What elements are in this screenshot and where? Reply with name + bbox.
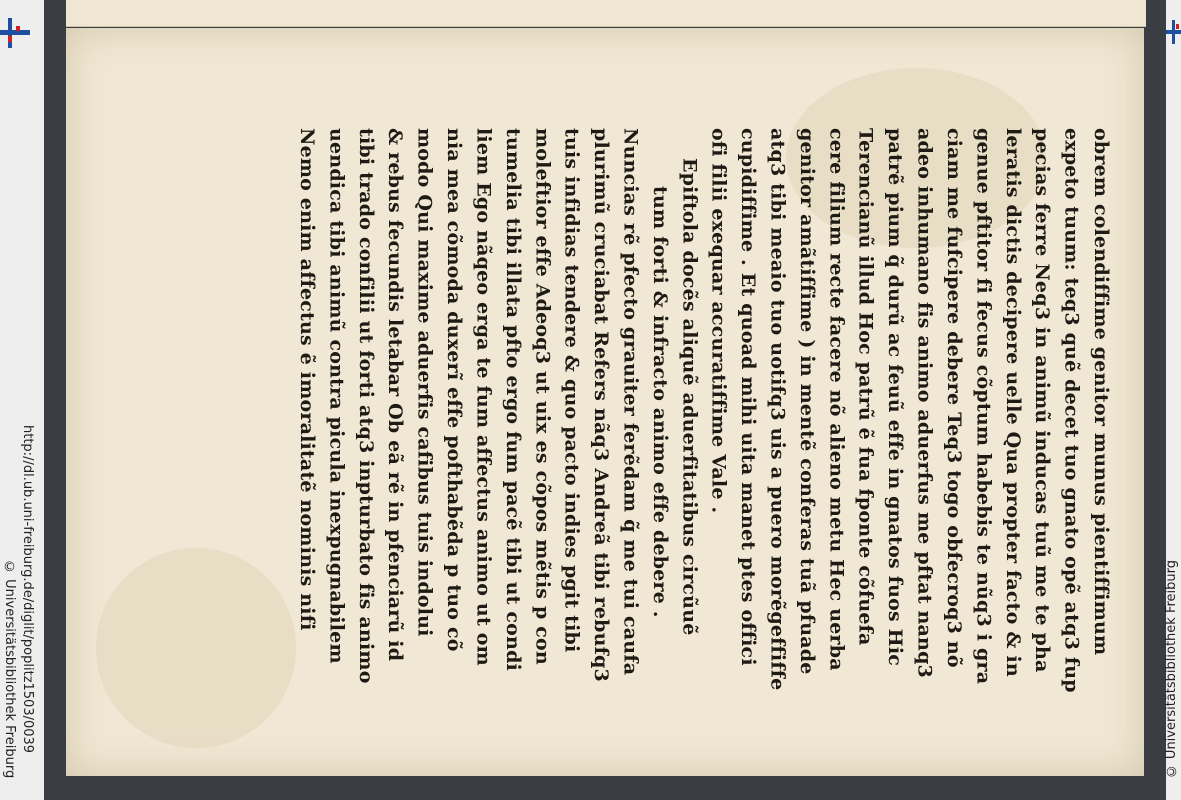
right-margin-strip <box>1166 0 1181 800</box>
text-line: nia mea cõmoda duxerĩ effe pofthabẽda p tuo cõ <box>443 128 466 652</box>
ub-logo-icon <box>1166 20 1181 44</box>
text-line: tuis infidias tendere & quo pacto indies pgit tibi <box>560 128 583 653</box>
epistle-heading: tum forti & infracto animo effe debere . <box>648 186 671 618</box>
text-line: atq3 tibi meaio tuo uotifq3 uis a puero morẽgeffiffe <box>766 128 789 691</box>
text-line: expeto tuum: teq3 quẽ decet tuo gnato opẽ atq3 fup <box>1060 128 1083 693</box>
text-line: uendica tibi animũ contra picula inexpugnabilem <box>325 128 348 664</box>
text-line: pecias ferre Neq3 in animũ inducas tuũ me te pha <box>1031 128 1054 673</box>
text-line: liem Ego nãqeo erga te fum affectus animo ut om <box>472 128 495 666</box>
text-line: obrem colendiffime genitor munus pientiffimum <box>1089 128 1112 656</box>
text-line: moleftior effe Adeoq3 ut uix es cõpos mẽtis p con <box>531 128 554 665</box>
ub-logo-icon <box>0 18 34 48</box>
text-line: ciam me fufcipere debere Teq3 togo obfecroq3 nõ <box>942 128 965 668</box>
text-line: Nemo enim affectus ẽ imoralitatẽ nominis nifi <box>296 128 318 631</box>
epistle-heading: Epiftola docẽs aliquẽ aduerfitatibus circũuẽ <box>678 158 701 636</box>
text-line: genue pftitor fi fecus cõptum habebis te nũq3 i gra <box>972 128 995 685</box>
page-url-label[interactable]: http://dl.ub.uni-freiburg.de/diglit/poplitz1503/0039 <box>20 425 35 754</box>
text-line: tibi trado confilii ut forti atq3 inpturbato fis animo <box>354 128 377 684</box>
text-line: patrẽ pium q̃ durũ ac feuũ effe in gnatos fuos Hic <box>884 128 907 667</box>
paper-stain <box>96 548 296 748</box>
text-line: & rebus fecundis letabar Ob eã rẽ in pfenciarũ id <box>384 128 407 662</box>
copyright-label-left: © Universitätsbibliothek Freiburg <box>2 560 17 779</box>
copyright-label-right: © Universitätsbibliothek Freiburg <box>1164 560 1179 779</box>
text-line: cupidiffime . Et quoad mihi uita manet ptes offici <box>737 128 760 666</box>
text-line: genitor amãtiffime ) in mentẽ conferas tuã pfuade <box>795 128 818 675</box>
text-line: modo Qui maxime aduerfis cafibus tuis indolui <box>413 128 436 637</box>
text-line: leratis dictis decipere uelle Qua propter facto & in <box>1001 128 1024 677</box>
text-line: plurimũ cruciabat Refers nãq3 Andreã tibi rebufq3 <box>590 128 613 682</box>
document-page <box>66 28 1144 776</box>
text-line: Nuncias rẽ pfecto grauiter ferẽdam q̃ me tui caufa <box>619 128 642 676</box>
text-line: tumelia tibi illata pfto ergo fum pacẽ tibi ut condi <box>501 128 524 671</box>
previous-page-edge <box>66 0 1146 27</box>
left-margin-strip <box>0 0 44 800</box>
page-text-block <box>294 128 1114 693</box>
text-line: adeo inhumano fis animo aduerfus me pftat nanq3 <box>913 128 936 678</box>
text-line: cere filium recte facere nõ alieno metu Hec uerba <box>825 128 848 671</box>
text-line: Terencianũ illud Hoc patrũ ẽ fua fponte cõfuefa <box>854 128 877 646</box>
text-line: ofi filii exequar accuratiffime Vale . <box>707 128 730 514</box>
